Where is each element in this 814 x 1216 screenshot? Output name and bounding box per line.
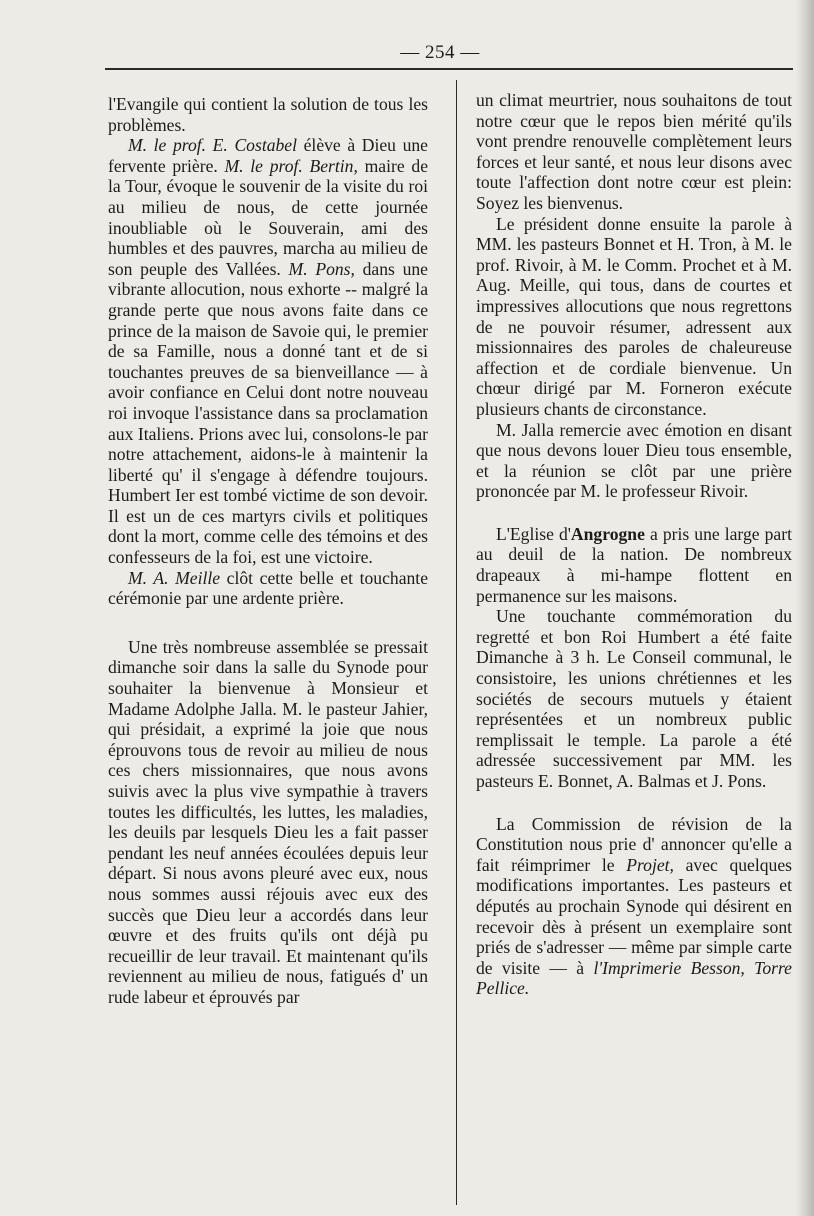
- section-gap: [476, 502, 792, 524]
- section-gap: [476, 792, 792, 814]
- header-rule: [105, 68, 793, 70]
- speaker-name: M. le prof. Bertin,: [224, 155, 358, 176]
- right-column: [476, 90, 792, 999]
- italic-title: Projet,: [626, 854, 674, 875]
- page-number: — 254 —: [400, 42, 480, 63]
- section-gap: [108, 609, 428, 637]
- paragraph: M. le prof. E. Costabel élève à Dieu une fervente prière. M. le prof. Bertin, maire de la Tour, évoque le souvenir de la visite du roi au milieu de nous, de cette journée inoubliable où le Souverain, ami des humbles et des pauvres, marcha au milieu de son peuple des Vallées. M. Pons, dans une vibrante allocution, nous exhorte -- malgré la grande perte que nous avons faite dans ce prince de la maison de Savoie qui, le premier de sa Famille, nous a donné tant et de si touchantes preuves de sa bienveillance — à avoir confiance en Celui dont notre nouveau roi invoque l'assistance dans sa proclamation aux Italiens. Prions avec lui, consolons-le par notre attachement, aidons-le à maintenir la liberté qu' il s'engage à défendre toujours. Humbert Ier est tombé victime de son devoir. Il est un de ces martyrs civils et politiques dont la mort, comme celle des témoins et des confesseurs de la foi, est une victoire.: [108, 135, 428, 568]
- page-edge-shadow: [796, 0, 814, 1216]
- speaker-name: M. le prof. E. Costabel: [128, 135, 297, 156]
- left-column: [108, 94, 428, 1008]
- paragraph: Une très nombreuse assemblée se pressait dimanche soir dans la salle du Synode pour souhaiter la bienvenue à Monsieur et Madame Adolphe Jalla. M. le pasteur Jahier, qui présidait, a exprimé la joie que nous éprouvons tous de revoir au milieu de nous ces chers missionnaires, que nous avons suivis avec la plus vive sympathie à travers toutes les difficultés, les luttes, les maladies, les deuils par lesquels Dieu les a fait passer pendant les neuf années écoulées depuis leur départ. Si nous avons pleuré avec eux, nous nous sommes aussi réjouis avec eux des succès que Dieu leur a accordés dans leur œuvre et des fruits qu'ils ont déjà pu recueillir de leur travail. Et maintenant qu'ils reviennent au milieu de nous, fatigués d' un rude labeur et éprouvés par: [108, 636, 428, 1007]
- place-name: Angrogne: [570, 523, 645, 544]
- paragraph: L'Eglise d'Angrogne a pris une large part au deuil de la nation. De nombreux drapeaux à mi-hampe flottent en permanence sur les maisons.: [476, 523, 792, 606]
- paragraph: un climat meurtrier, nous souhaitons de tout notre cœur que le repos bien mérité qu'ils vont prendre renouvelle complètement leurs forces et leur santé, et nous leur disons avec toute l'affection dont notre cœur est plein: Soyez les bienvenus.: [476, 90, 792, 213]
- paragraph: Une touchante commémoration du regretté et bon Roi Humbert a été faite Dimanche à 3 h. Le Conseil communal, le consistoire, les unions chrétiennes et les sociétés de secours mutuels y étaient représentées et un nombreux public remplissait le temple. La parole a été adressée successivement par MM. les pasteurs E. Bonnet, A. Balmas et J. Pons.: [476, 606, 792, 791]
- paragraph: Le président donne ensuite la parole à MM. les pasteurs Bonnet et H. Tron, à M. le prof. Rivoir, à M. le Comm. Prochet et à M. Aug. Meille, qui tous, dans de courtes et impressives allocutions que nous regrettons de ne pouvoir résumer, adressent aux missionnaires des paroles de chaleureuse affection et de cordiale bienvenue. Un chœur dirigé par M. Forneron exécute plusieurs chants de circonstance.: [476, 213, 792, 419]
- speaker-name: M. A. Meille: [128, 567, 221, 588]
- paragraph: M. A. Meille clôt cette belle et touchante cérémonie par une ardente prière.: [108, 567, 429, 609]
- italic-address: l'Imprimerie Besson, Torre Pellice.: [476, 957, 792, 999]
- column-divider: [456, 80, 457, 1205]
- speaker-name: M. Pons,: [288, 258, 355, 279]
- paragraph: M. Jalla remercie avec émotion en disant que nous devons louer Dieu tous ensemble, et la réunion se clôt par une prière prononcée par M. le professeur Rivoir.: [476, 419, 792, 502]
- paragraph: l'Evangile qui contient la solution de tous les problèmes.: [108, 94, 428, 135]
- paragraph: La Commission de révision de la Constitution nous prie d' annoncer qu'elle a fait réimprimer le Projet, avec quelques modifications importantes. Les pasteurs et députés au prochain Synode qui désirent en recevoir dès à présent un exemplaire sont priés de s'adresser — même par simple carte de visite — à l'Imprimerie Besson, Torre Pellice.: [476, 813, 793, 999]
